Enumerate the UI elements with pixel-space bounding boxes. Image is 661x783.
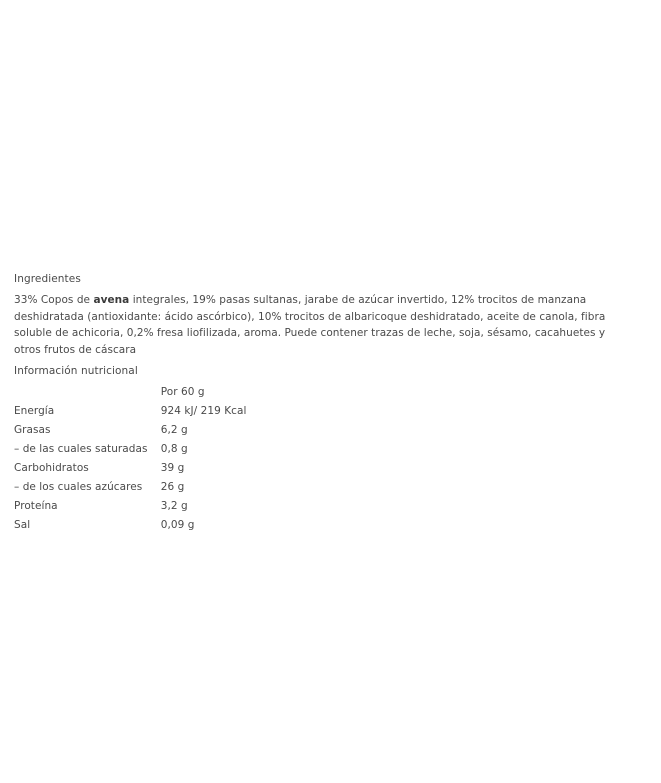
table-row (14, 440, 354, 459)
nutrition-label-grasas: Grasas (14, 424, 51, 436)
ingredients-text-part1: 33% Copos de (14, 294, 94, 306)
nutrition-column-header: Por 60 g (160, 386, 205, 398)
table-row (14, 421, 354, 440)
nutrition-label-sal: Sal (14, 519, 31, 531)
nutrition-value-saturadas: 0,8 g (160, 443, 188, 455)
nutrition-label-proteina: Proteína (14, 500, 58, 512)
nutrition-value-grasas: 6,2 g (160, 424, 188, 436)
nutrition-label-energia: Energía (14, 405, 55, 417)
nutrition-label-azucares: – de los cuales azúcares (14, 481, 143, 493)
nutrition-value-azucares: 26 g (160, 481, 185, 493)
ingredients-highlight-avena: avena (93, 294, 130, 306)
label-content (14, 272, 640, 535)
table-row (14, 459, 354, 478)
nutrition-header-blank (14, 383, 161, 402)
table-row (14, 516, 354, 535)
ingredients-paragraph (14, 292, 634, 358)
table-row (14, 402, 354, 421)
nutrition-value-sal: 0,09 g (160, 519, 195, 531)
nutrition-table (14, 383, 354, 535)
nutrition-label-carbohidratos: Carbohidratos (14, 462, 89, 474)
table-row (14, 478, 354, 497)
nutrition-value-energia: 924 kJ/ 219 Kcal (160, 405, 247, 417)
ingredients-text-part2: integrales, 19% pasas sultanas, jarabe de azúcar invertido, 12% trocitos de manzana deshidratada (antioxidante: ácido ascórbico), 10% trocitos de albaricoque deshidratado, aceite de canola, fibra soluble de achicoria, 0,2% fresa liofilizada, aroma. Puede contener trazas de leche, soja, sésamo, cacahuetes y otros frutos de cáscara (14, 294, 606, 356)
nutrition-value-carbohidratos: 39 g (160, 462, 185, 474)
nutrition-label-saturadas: – de las cuales saturadas (14, 443, 148, 455)
table-header-row (14, 383, 354, 402)
ingredients-heading: Ingredientes (14, 273, 81, 285)
table-row (14, 497, 354, 516)
nutrition-value-proteina: 3,2 g (160, 500, 188, 512)
nutrition-heading: Información nutricional (14, 365, 138, 377)
